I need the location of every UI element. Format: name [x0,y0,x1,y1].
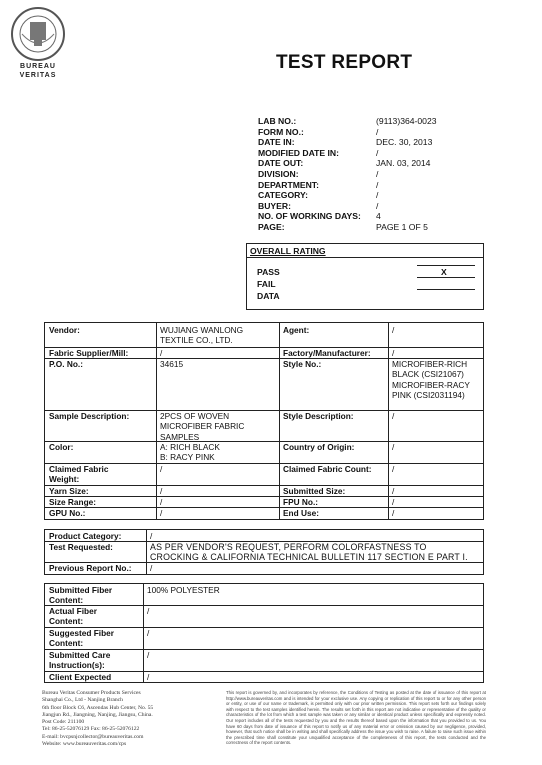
address-line: Tel: 86-25-52076129 Fax: 86-25-52076122 [42,726,140,733]
address-line: Website: www.bureauveritas.com/cps [42,741,127,748]
meta-row [258,190,437,201]
actual-fiber-label: Actual Fiber Content: [49,606,97,627]
gpu-number-label: GPU No.: [49,508,86,518]
meta-row [258,148,437,159]
end-use-label: End Use: [283,508,319,518]
meta-row [258,116,437,127]
fpu-number-value: / [392,497,395,507]
submitted-fiber-value: 100% POLYESTER [147,585,220,595]
company-logo [10,6,66,80]
test-requested-line-2: CROCKING & CALIFORNIA TECHNICAL BULLETIN 117 SECTION E PART I. [150,552,468,562]
color-value-b: B: RACY PINK [160,452,215,462]
sample-description-value: 2PCS OF WOVEN MICROFIBER FABRIC SAMPLES [160,411,245,442]
meta-value: / [376,126,379,137]
meta-row [258,169,437,180]
address-line: Post Code: 211100 [42,719,85,726]
rating-pass-label: PASS [257,267,280,277]
submitted-size-value: / [392,486,395,496]
test-request-table [44,529,484,575]
meta-value: / [376,147,379,158]
product-category-label: Product Category: [49,531,122,541]
yarn-size-value: / [160,486,163,496]
suggested-fiber-label: Suggested Fiber Content: [49,628,115,649]
care-instruction-label: Submitted Care Instruction(s): [49,650,111,671]
vendor-value: WUJIANG WANLONG TEXTILE CO., LTD. [160,325,244,346]
style-description-value: / [392,411,395,421]
meta-value: (9113)364-0023 [376,116,437,126]
col-divider [146,530,147,574]
meta-row [258,180,437,191]
address-line: Bureau Veritas Consumer Products Services [42,690,141,696]
legal-disclaimer: This report is governed by, and incorporates by reference, the Conditions of Testing as posted at the date of issuance of this report at http://www.bureauveritas.com and is intended for your exclusive use. Any copying or replication of this report to or for any other person or entity, or use of our name or trademark, is permitted only with our prior written permission. This report sets forth our findings solely with respect to the test samples identified herein. The results set forth in this report are not indicative or representative of the quality or characteristics of the lot from which a test sample was taken or any similar or identical product unless specifically and expressly noted. Our report includes all of the tests requested by you and the results thereof based upon the information that you provided to us. You have 60 days from date of issuance of this report to notify us of any material error or omission caused by our negligence, provided, however, that such notice shall be in writing and shall specifically address the issue you wish to raise. A failure to raise such issue within the prescribed time shall constitute your unqualified acceptance of the completeness of this report, the tests conducted and the correctness of the report contents. [226,690,486,746]
rating-pass-line [417,265,475,266]
bureau-veritas-seal-icon [10,6,66,62]
end-use-value: / [392,508,395,518]
po-number-value: 34615 [160,359,184,369]
claimed-weight-label: Claimed Fabric Weight: [49,464,109,485]
actual-fiber-value: / [147,606,150,616]
meta-row [258,211,437,222]
meta-value: JAN. 03, 2014 [376,158,431,169]
vendor-info-table [44,322,484,520]
fabric-supplier-label: Fabric Supplier/Mill: [49,348,129,358]
meta-label: DEPARTMENT: [258,179,319,190]
test-requested-label: Test Requested: [49,542,113,552]
agent-label: Agent: [283,325,310,335]
size-range-value: / [160,497,163,507]
address-line: 6th floor Block C6, Ascendas Hub Center, No. 55 [42,704,154,711]
col-divider [143,584,144,682]
style-number-label: Style No.: [283,359,322,369]
brand-name-top: BUREAU [20,63,56,70]
meta-label: CATEGORY: [258,190,308,201]
style-number-value: MICROFIBER-RICH BLACK (CSI21067) MICROFIBER-RACY PINK (CSI2031194) [392,359,470,401]
fpu-number-label: FPU No.: [283,497,319,507]
meta-label: MODIFIED DATE IN: [258,147,339,158]
meta-value: PAGE 1 OF 5 [376,221,428,232]
meta-label: DIVISION: [258,168,299,179]
meta-value: / [376,200,379,211]
address-line: Shanghai Co., Ltd - Nanjing Branch [42,697,123,704]
rating-pass-mark: X [441,267,447,277]
client-expected-label: Client Expected [49,672,112,682]
rating-data-label: DATA [257,291,280,301]
page-title: TEST REPORT [276,52,413,73]
meta-label: DATE IN: [258,137,295,148]
rating-fail-label: FAIL [257,279,276,289]
claimed-count-value: / [392,464,395,474]
meta-row [258,137,437,148]
meta-row [258,201,437,212]
care-instruction-value: / [147,650,150,660]
gpu-number-value: / [160,508,163,518]
meta-value: 4 [376,211,381,222]
color-value-a: A: RICH BLACK [160,442,220,452]
address-line: E-mail: bvcpsnjcollector@bureauveritas.com [42,733,144,740]
product-category-value: / [150,531,153,541]
meta-value: / [376,190,379,201]
manufacturer-value: / [392,348,395,358]
claimed-count-label: Claimed Fabric Count: [283,464,372,474]
overall-rating-heading: OVERALL RATING [250,246,326,256]
submitted-size-label: Submitted Size: [283,486,346,496]
meta-label: DATE OUT: [258,158,304,169]
test-requested-line-1: AS PER VENDOR'S REQUEST, PERFORM COLORFASTNESS TO [150,542,427,552]
meta-label: PAGE: [258,221,285,232]
vendor-label: Vendor: [49,325,80,335]
color-label: Color: [49,442,74,452]
meta-value: DEC. 30, 2013 [376,137,433,148]
previous-report-value: / [150,563,153,573]
agent-value: / [392,325,395,335]
client-expected-value: / [147,672,150,682]
rating-fail-line [417,277,475,278]
report-meta [258,116,437,233]
meta-label: LAB NO.: [258,116,297,126]
manufacturer-label: Factory/Manufacturer: [283,348,371,358]
col-divider [156,323,157,519]
suggested-fiber-value: / [147,628,150,638]
country-of-origin-value: / [392,442,395,452]
country-of-origin-label: Country of Origin: [283,442,355,452]
overall-rating-box [246,243,484,310]
rating-data-line [417,289,475,290]
previous-report-label: Previous Report No.: [49,563,132,573]
yarn-size-label: Yarn Size: [49,486,89,496]
company-address [42,690,212,748]
sample-description-label: Sample Description: [49,411,130,421]
meta-row [258,127,437,138]
meta-value: / [376,168,379,179]
address-line: Jiangjun Rd., Jiangning, Nanjing, Jiangsu, China. [42,711,153,718]
fiber-content-table [44,583,484,683]
meta-label: FORM NO.: [258,126,304,137]
fabric-supplier-value: / [160,348,163,358]
po-number-label: P.O. No.: [49,359,83,369]
col-divider [388,323,389,519]
meta-row [258,158,437,169]
style-description-label: Style Description: [283,411,354,421]
col-divider [279,323,280,519]
meta-label: BUYER: [258,200,291,211]
meta-label: NO. OF WORKING DAYS: [258,211,361,222]
meta-row [258,222,437,233]
brand-name-bottom: VERITAS [19,72,57,79]
size-range-label: Size Range: [49,497,97,507]
claimed-weight-value: / [160,464,163,474]
rating-divider [247,257,483,258]
meta-value: / [376,179,379,190]
submitted-fiber-label: Submitted Fiber Content: [49,585,113,606]
